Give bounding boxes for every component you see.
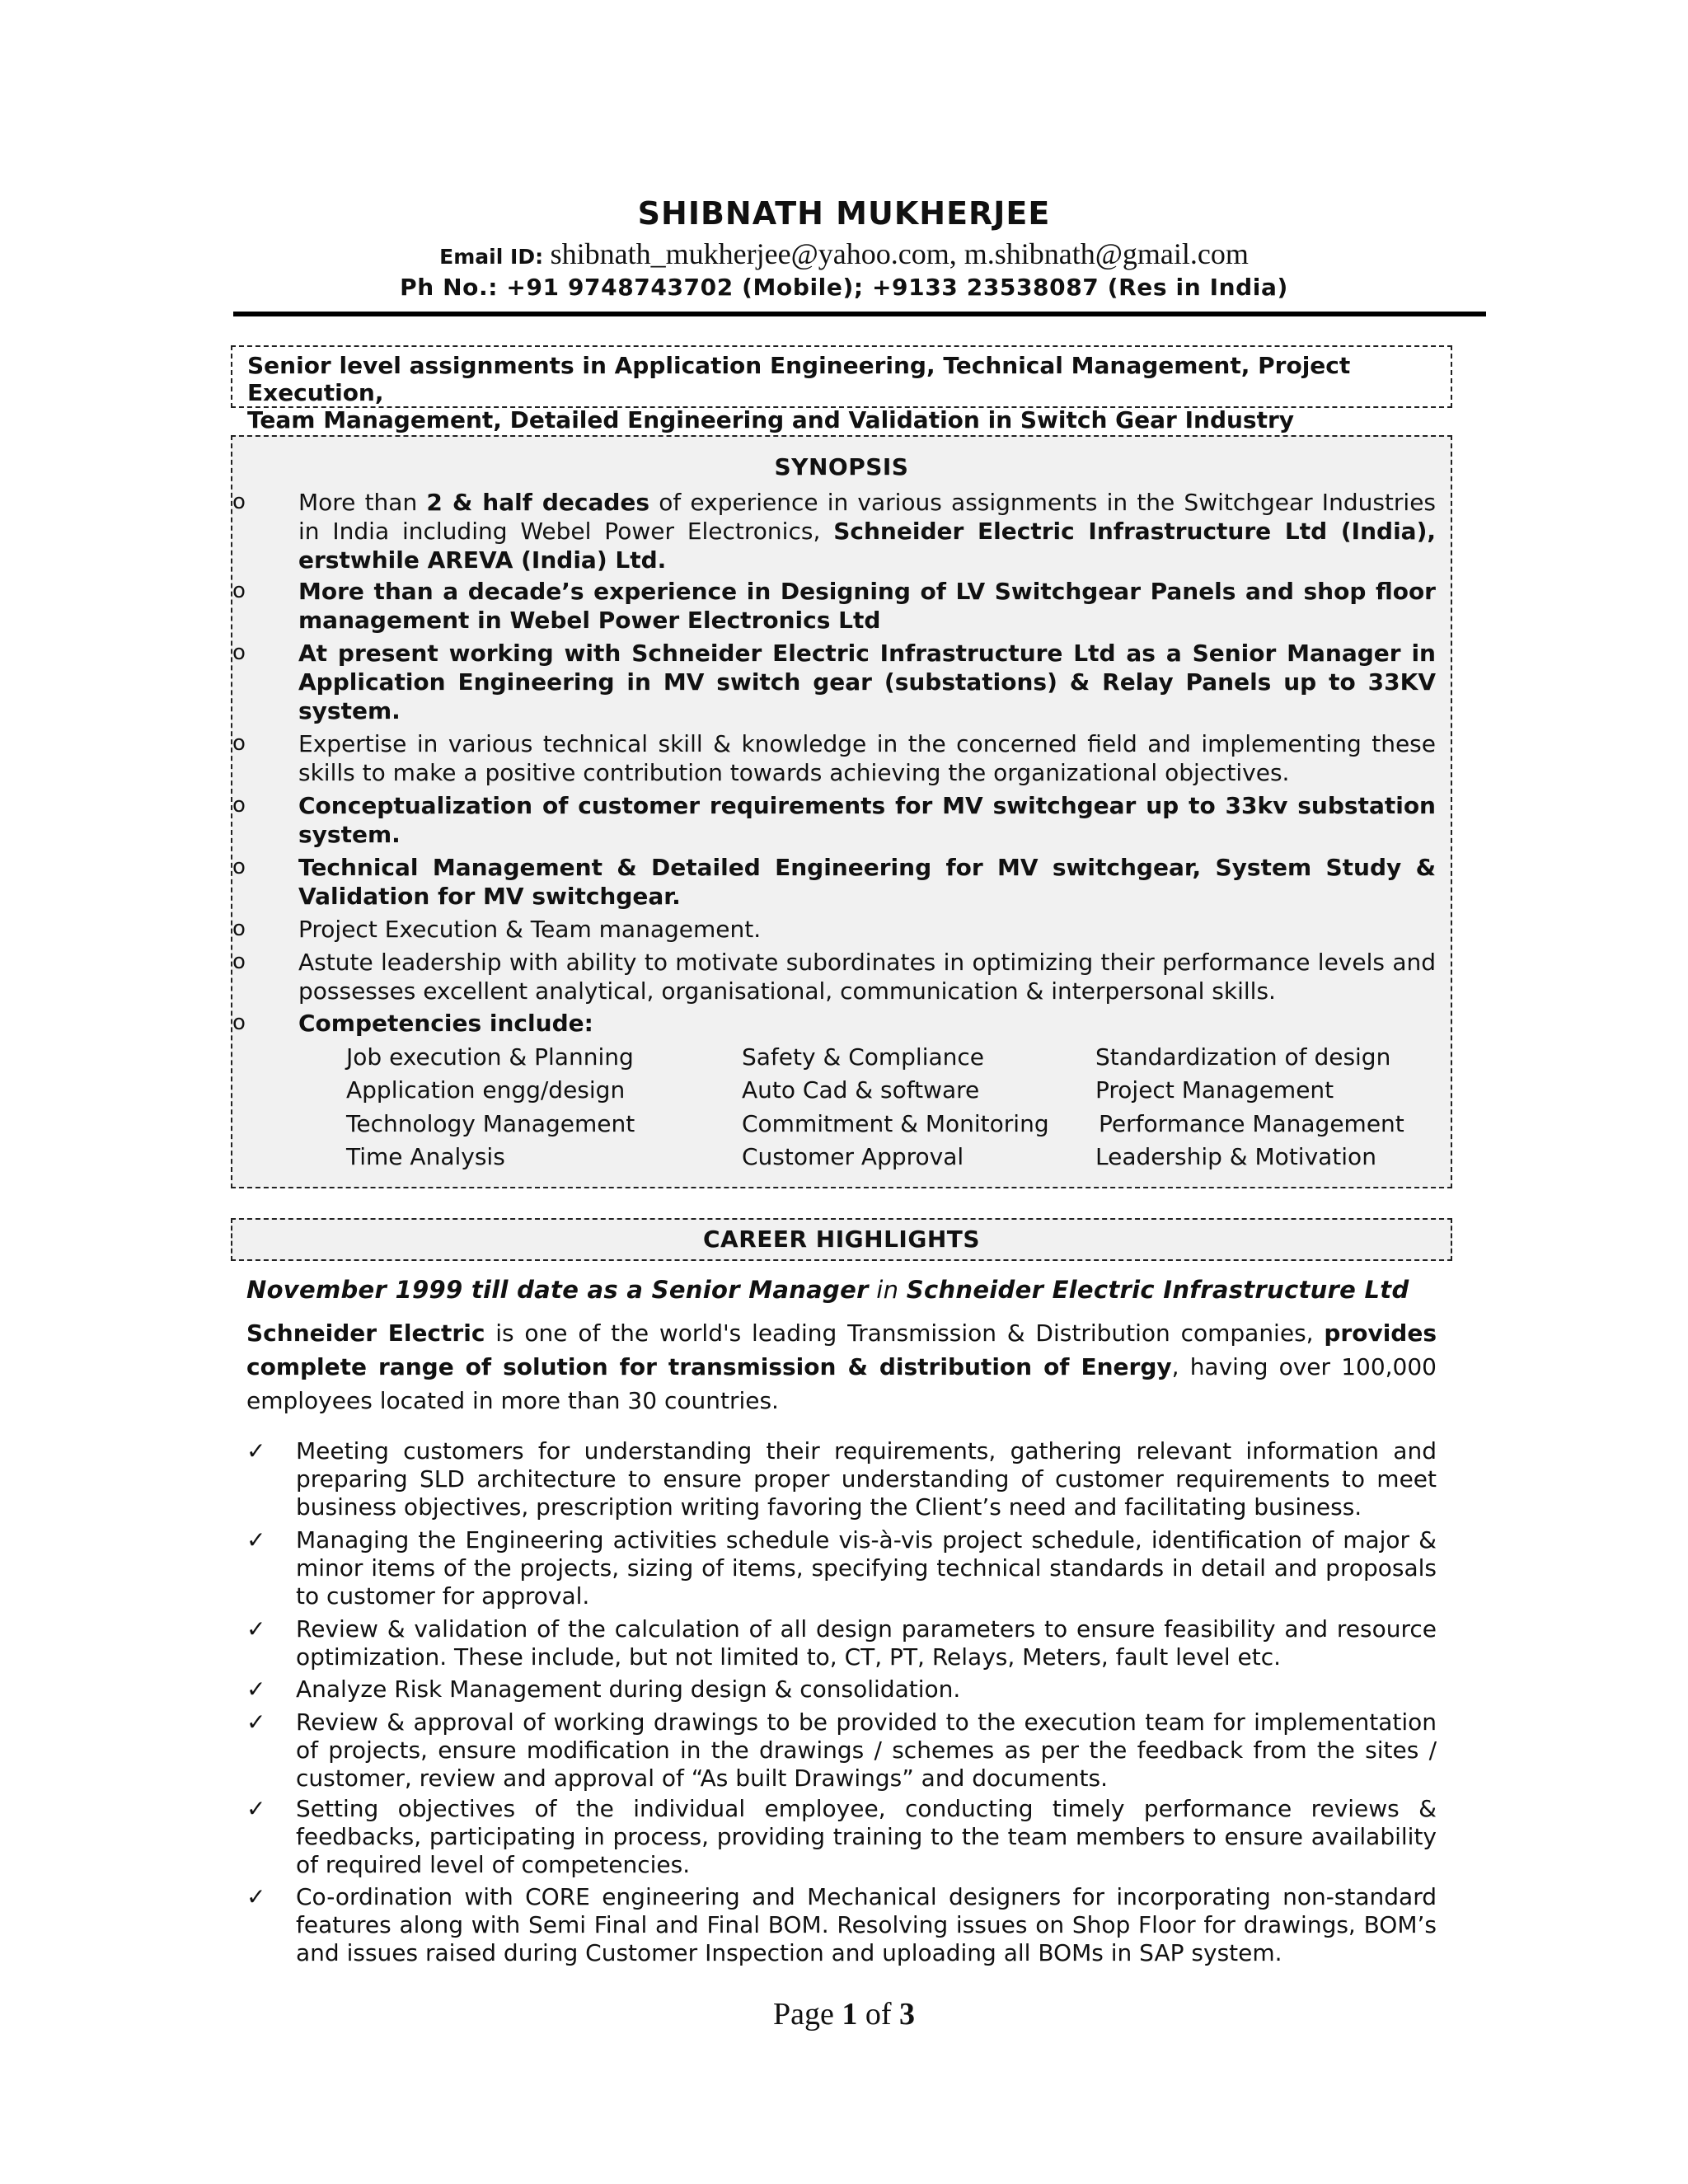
competency: Standardization of design xyxy=(1095,1043,1391,1071)
email-value[interactable]: shibnath_mukherjee@yahoo.com, m.shibnath@gmail.com xyxy=(550,237,1249,270)
email-line xyxy=(0,237,1688,271)
competency: Auto Cad & software xyxy=(742,1076,980,1104)
competency: Application engg/design xyxy=(346,1076,626,1104)
checkmark-icon: ✓ xyxy=(246,1615,266,1643)
checkmark-icon: ✓ xyxy=(246,1708,266,1736)
synopsis-item: o Project Execution & Team management. xyxy=(232,916,762,943)
synopsis-item: o Conceptualization of customer requirements for MV switchgear up to 33kv substation system. xyxy=(232,792,1436,848)
bullet-icon: o xyxy=(232,855,246,879)
headline-line-1: Senior level assignments in Application Engineering, Technical Management, Project Execution, xyxy=(247,352,1351,406)
headline-line-2: Team Management, Detailed Engineering and Validation in Switch Gear Industry xyxy=(247,406,1295,434)
phone-line: Ph No.: +91 9748743702 (Mobile); +9133 23538087 (Res in India) xyxy=(400,274,1288,301)
synopsis-title: SYNOPSIS xyxy=(774,453,909,480)
competency: Technology Management xyxy=(346,1110,635,1137)
synopsis-item: o More than 2 & half decades of experience in various assignments in the Switchgear Industries in India including Webel Power Electronics, Schneider Electric Infrastructure Ltd (India), erstwhile AREVA (India) Ltd. xyxy=(232,489,1437,574)
responsibility-item: ✓ Setting objectives of the individual employee, conducting timely performance reviews & feedbacks, participating in process, providing training to the team members to ensure availability of required level of competencies. xyxy=(246,1795,1437,1878)
career-highlights-title: CAREER HIGHLIGHTS xyxy=(702,1226,981,1253)
competency: Job execution & Planning xyxy=(346,1043,634,1071)
responsibility-item: ✓ Meeting customers for understanding their requirements, gathering relevant information and preparing SLD architecture to ensure proper understanding of customer requirements to meet business objectives, prescription writing favoring the Client’s need and facilitating business. xyxy=(246,1437,1437,1521)
responsibility-item: ✓ Managing the Engineering activities schedule vis-à-vis project schedule, identification of major & minor items of the projects, sizing of items, specifying technical standards in detail and proposals to customer for approval. xyxy=(246,1526,1437,1610)
bullet-icon: o xyxy=(232,731,246,756)
competency: Performance Management xyxy=(1099,1110,1404,1137)
job-title: November 1999 till date as a Senior Manager in Schneider Electric Infrastructure Ltd xyxy=(246,1276,1409,1304)
headline-box xyxy=(231,345,1452,434)
synopsis-item: o At present working with Schneider Electric Infrastructure Ltd as a Senior Manager in Application Engineering in MV switch gear (substations) & Relay Panels up to 33KV system. xyxy=(232,640,1436,724)
page-number: Page 1 of 3 xyxy=(772,1997,916,2032)
competency: Leadership & Motivation xyxy=(1095,1143,1376,1170)
bullet-icon: o xyxy=(232,490,246,514)
checkmark-icon: ✓ xyxy=(246,1526,266,1554)
responsibility-item: ✓ Analyze Risk Management during design & consolidation. xyxy=(246,1675,961,1703)
synopsis-box xyxy=(231,435,1452,1188)
competency: Customer Approval xyxy=(742,1143,964,1170)
responsibility-item: ✓ Review & validation of the calculation of all design parameters to ensure feasibility and resource optimization. These include, but not limited to, CT, PT, Relays, Meters, fault level etc. xyxy=(246,1615,1437,1671)
checkmark-icon: ✓ xyxy=(246,1675,266,1703)
synopsis-item: o Competencies include: xyxy=(232,1010,593,1037)
checkmark-icon: ✓ xyxy=(246,1795,266,1822)
email-label: Email ID: xyxy=(439,245,544,269)
bullet-icon: o xyxy=(232,1010,246,1035)
synopsis-item: o More than a decade’s experience in Designing of LV Switchgear Panels and shop floor management in Webel Power Electronics Ltd xyxy=(232,578,1436,634)
candidate-name: SHIBNATH MUKHERJEE xyxy=(637,195,1051,232)
bullet-icon: o xyxy=(232,793,246,818)
bullet-icon: o xyxy=(232,640,246,665)
career-highlights-box xyxy=(231,1218,1452,1261)
checkmark-icon: ✓ xyxy=(246,1883,266,1910)
bullet-icon: o xyxy=(232,949,246,974)
responsibility-item: ✓ Co-ordination with CORE engineering and Mechanical designers for incorporating non-standard features along with Semi Final and Final BOM. Resolving issues on Shop Floor for drawings, BOM’s and issues raised during Customer Inspection and uploading all BOMs in SAP system. xyxy=(246,1883,1437,1966)
bullet-icon: o xyxy=(232,916,246,941)
company-description: Schneider Electric is one of the world's leading Transmission & Distribution companies, provides complete range of solution for transmission & distribution of Energy, having over 100,000 employees located in more than 30 countries. xyxy=(246,1319,1437,1414)
competency: Project Management xyxy=(1095,1076,1334,1104)
responsibility-item: ✓ Review & approval of working drawings to be provided to the execution team for implementation of projects, ensure modification in the drawings / schemes as per the feedback from the sites / customer, review and approval of “As built Drawings” and documents. xyxy=(246,1708,1437,1792)
competency: Commitment & Monitoring xyxy=(742,1110,1049,1137)
synopsis-item: o Astute leadership with ability to motivate subordinates in optimizing their performance levels and possesses excellent analytical, organisational, communication & interpersonal skills. xyxy=(232,949,1436,1005)
competency: Time Analysis xyxy=(346,1143,505,1170)
synopsis-item: o Technical Management & Detailed Engineering for MV switchgear, System Study & Validation for MV switchgear. xyxy=(232,854,1436,910)
checkmark-icon: ✓ xyxy=(246,1437,266,1465)
bullet-icon: o xyxy=(232,579,246,603)
competency: Safety & Compliance xyxy=(742,1043,985,1071)
header-divider xyxy=(233,312,1486,316)
synopsis-item: o Expertise in various technical skill & knowledge in the concerned field and implementing these skills to make a positive contribution towards achieving the organizational objectives. xyxy=(232,730,1436,786)
